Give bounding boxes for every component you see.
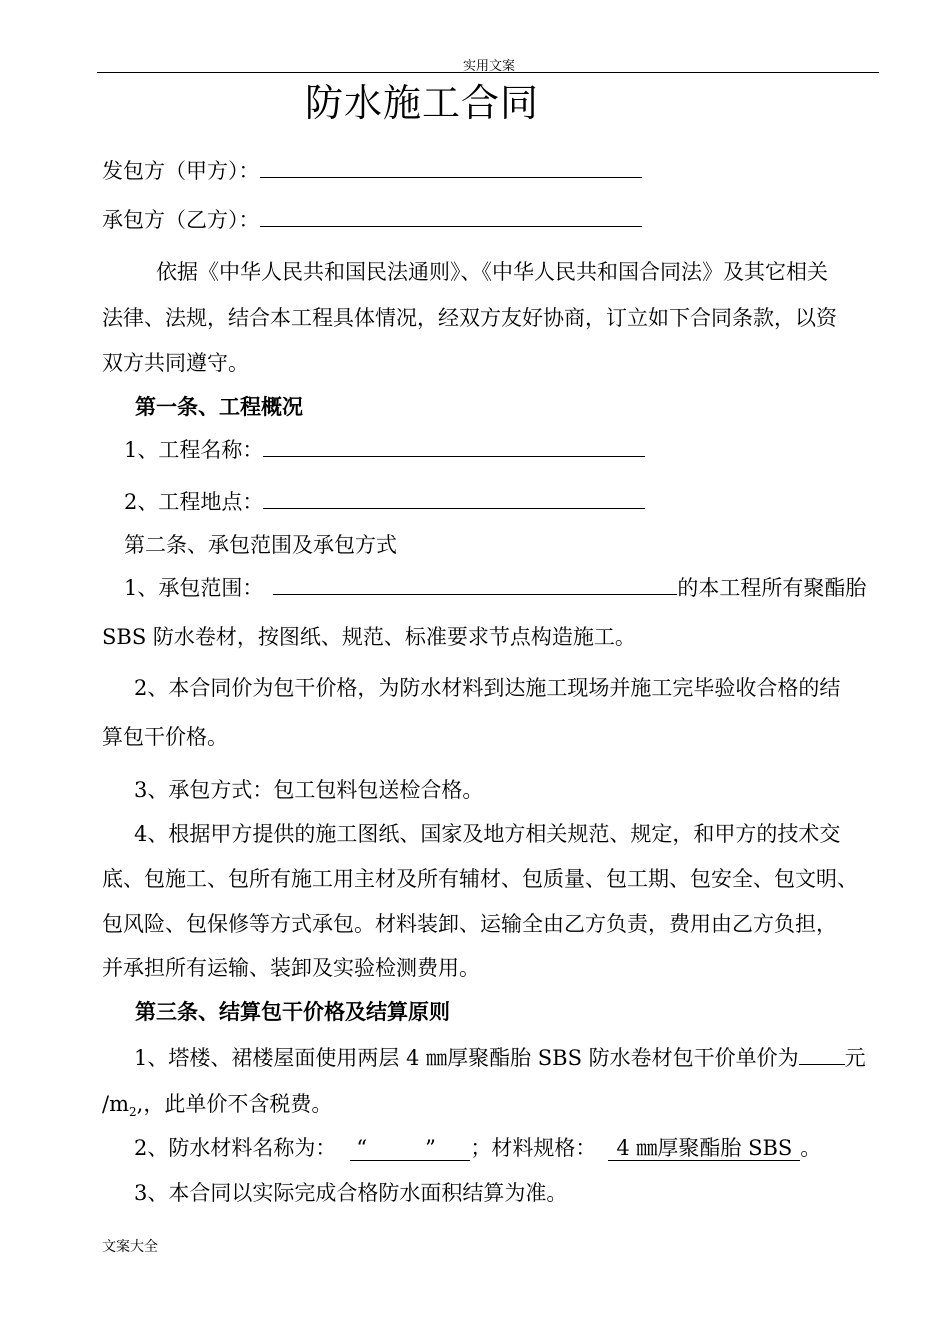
material-name-label: 2、防水材料名称为： xyxy=(134,1136,337,1160)
article-3-heading: 第三条、结算包干价格及结算原则 xyxy=(135,999,450,1024)
project-name-row xyxy=(124,434,645,465)
unit-price-line-2 xyxy=(102,1089,332,1127)
party-b-row xyxy=(102,204,642,235)
scope-line-2: SBS 防水卷材，按图纸、规范、标准要求节点构造施工。 xyxy=(102,625,636,649)
tax-note: ,，此单价不含税费。 xyxy=(136,1092,333,1116)
material-spec-label: ；材料规格： xyxy=(470,1136,597,1160)
project-location-label: 2、工程地点： xyxy=(124,490,264,514)
party-a-label: 发包方（甲方）： xyxy=(102,159,260,183)
scope-label: 1、承包范围： xyxy=(124,576,264,600)
contract-method: 3、承包方式：包工包料包送检合格。 xyxy=(134,778,484,802)
price-line-1: 2、本合同价为包干价格，为防水材料到达施工现场并施工完毕验收合格的结 xyxy=(134,676,841,700)
settlement-rule: 3、本合同以实际完成合格防水面积结算为准。 xyxy=(134,1181,568,1205)
unit-square-meter: /m xyxy=(102,1092,129,1116)
method-detail-line-1: 4、根据甲方提供的施工图纸、国家及地方相关规范、规定，和甲方的技术交 xyxy=(134,822,841,846)
unit-price-unit: 元 xyxy=(844,1046,866,1070)
footer-label: 文案大全 xyxy=(102,1239,158,1255)
method-detail-line-2: 底、包施工、包所有施工用主材及所有辅材、包质量、包工期、包安全、包文明、 xyxy=(102,867,858,891)
unit-price-row xyxy=(134,1042,866,1073)
project-name-blank[interactable] xyxy=(263,434,645,457)
material-name-field[interactable] xyxy=(350,1136,470,1161)
method-detail-line-3: 包风险、包保修等方式承包。材料装卸、运输全由乙方负责，费用由乙方负担， xyxy=(102,912,837,936)
preamble-line-2: 法律、法规，结合本工程具体情况，经双方友好协商，订立如下合同条款，以资 xyxy=(102,306,837,330)
article-2-heading: 第二条、承包范围及承包方式 xyxy=(124,533,397,557)
party-a-row xyxy=(102,155,642,186)
project-name-label: 1、工程名称： xyxy=(124,438,264,462)
scope-suffix: 的本工程所有聚酯胎 xyxy=(677,576,867,600)
party-a-blank[interactable] xyxy=(260,155,642,178)
party-b-label: 承包方（乙方）： xyxy=(102,208,260,232)
scope-blank[interactable] xyxy=(273,572,677,595)
scope-row xyxy=(124,572,866,603)
material-spec-field[interactable]: 4 ㎜厚聚酯胎 SBS xyxy=(608,1136,800,1161)
project-location-row xyxy=(124,486,645,517)
unit-superscript: 2 xyxy=(129,1105,137,1120)
header-label: 实用文案 xyxy=(462,59,515,74)
party-b-blank[interactable] xyxy=(260,204,642,227)
unit-price-text: 1、塔楼、裙楼屋面使用两层 4 ㎜厚聚酯胎 SBS 防水卷材包干价单价为 xyxy=(134,1046,799,1070)
document-title: 防水施工合同 xyxy=(305,81,540,125)
material-row xyxy=(134,1133,821,1163)
preamble-line-1: 依据《中华人民共和国民法通则》、《中华人民共和国合同法》及其它相关 xyxy=(156,260,828,284)
open-quote: “ xyxy=(356,1136,368,1160)
unit-price-blank[interactable] xyxy=(799,1042,845,1065)
material-end: 。 xyxy=(800,1136,822,1160)
method-detail-line-4: 并承担所有运输、装卸及实验检测费用。 xyxy=(102,956,480,980)
article-1-heading: 第一条、工程概况 xyxy=(135,394,303,419)
close-quote: ” xyxy=(425,1136,436,1160)
preamble-line-3: 双方共同遵守。 xyxy=(102,351,249,375)
project-location-blank[interactable] xyxy=(263,486,645,509)
price-line-2: 算包干价格。 xyxy=(102,725,228,749)
